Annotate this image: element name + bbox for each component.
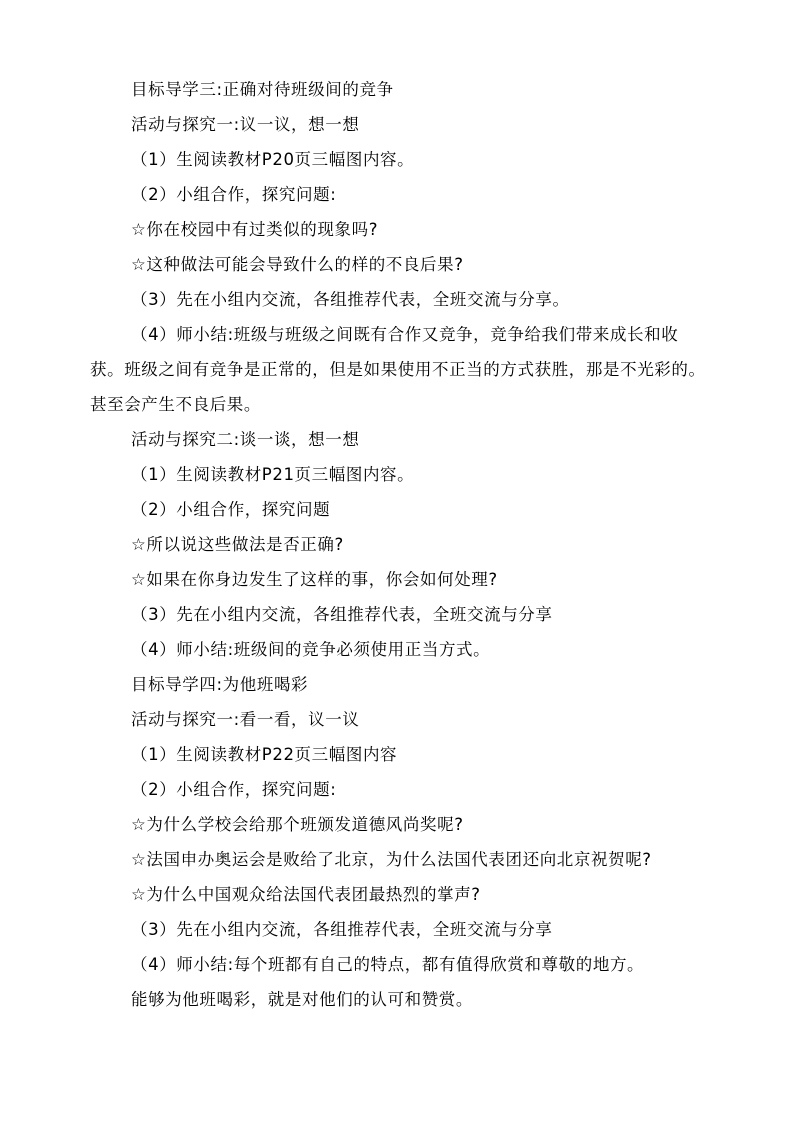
step-line: （1）生阅读教材P21页三幅图内容。 bbox=[131, 465, 415, 484]
step-line: （1）生阅读教材P20页三幅图内容。 bbox=[131, 150, 415, 169]
question-line: ☆你在校园中有过类似的现象吗? bbox=[131, 220, 379, 239]
closing-line: 能够为他班喝彩，就是对他们的认可和赞赏。 bbox=[131, 990, 473, 1009]
step-line: （3）先在小组内交流，各组推荐代表，全班交流与分享 bbox=[131, 605, 553, 624]
activity-heading: 活动与探究一:看一看，议一议 bbox=[131, 710, 360, 729]
step-line: （2）小组合作，探究问题: bbox=[131, 780, 337, 799]
section-heading: 目标导学四:为他班喝彩 bbox=[131, 675, 309, 694]
question-line: ☆所以说这些做法是否正确? bbox=[131, 535, 344, 554]
step-line: （3）先在小组内交流，各组推荐代表，全班交流与分享。 bbox=[131, 290, 570, 309]
step-line: （2）小组合作，探究问题 bbox=[131, 500, 331, 519]
summary-paragraph: （4）师小结:班级与班级之间既有合作又竞争，竞争给我们带来成长和收获。班级之间有竞争是正常的，但是如果使用不正当的方式获胜，那是不光彩的。甚至会产生不良后果。 bbox=[90, 325, 706, 414]
activity-heading: 活动与探究二:谈一谈，想一想 bbox=[131, 430, 360, 449]
step-line: （1）生阅读教材P22页三幅图内容 bbox=[131, 745, 398, 764]
document-body bbox=[90, 72, 710, 1017]
activity-heading: 活动与探究一:议一议，想一想 bbox=[131, 115, 360, 134]
step-line: （2）小组合作，探究问题: bbox=[131, 185, 337, 204]
question-line: ☆法国申办奥运会是败给了北京，为什么法国代表团还向北京祝贺呢? bbox=[131, 850, 652, 869]
step-line: （3）先在小组内交流，各组推荐代表，全班交流与分享 bbox=[131, 920, 553, 939]
question-line: ☆如果在你身边发生了这样的事，你会如何处理? bbox=[131, 570, 498, 589]
question-line: ☆为什么学校会给那个班颁发道德风尚奖呢? bbox=[131, 815, 464, 834]
section-heading: 目标导学三:正确对待班级间的竞争 bbox=[131, 80, 394, 99]
step-line: （4）师小结:班级间的竞争必须使用正当方式。 bbox=[131, 640, 491, 659]
question-line: ☆为什么中国观众给法国代表团最热烈的掌声? bbox=[131, 885, 481, 904]
question-line: ☆这种做法可能会导致什么的样的不良后果? bbox=[131, 255, 464, 274]
step-line: （4）师小结:每个班都有自己的特点，都有值得欣赏和尊敬的地方。 bbox=[131, 955, 645, 974]
